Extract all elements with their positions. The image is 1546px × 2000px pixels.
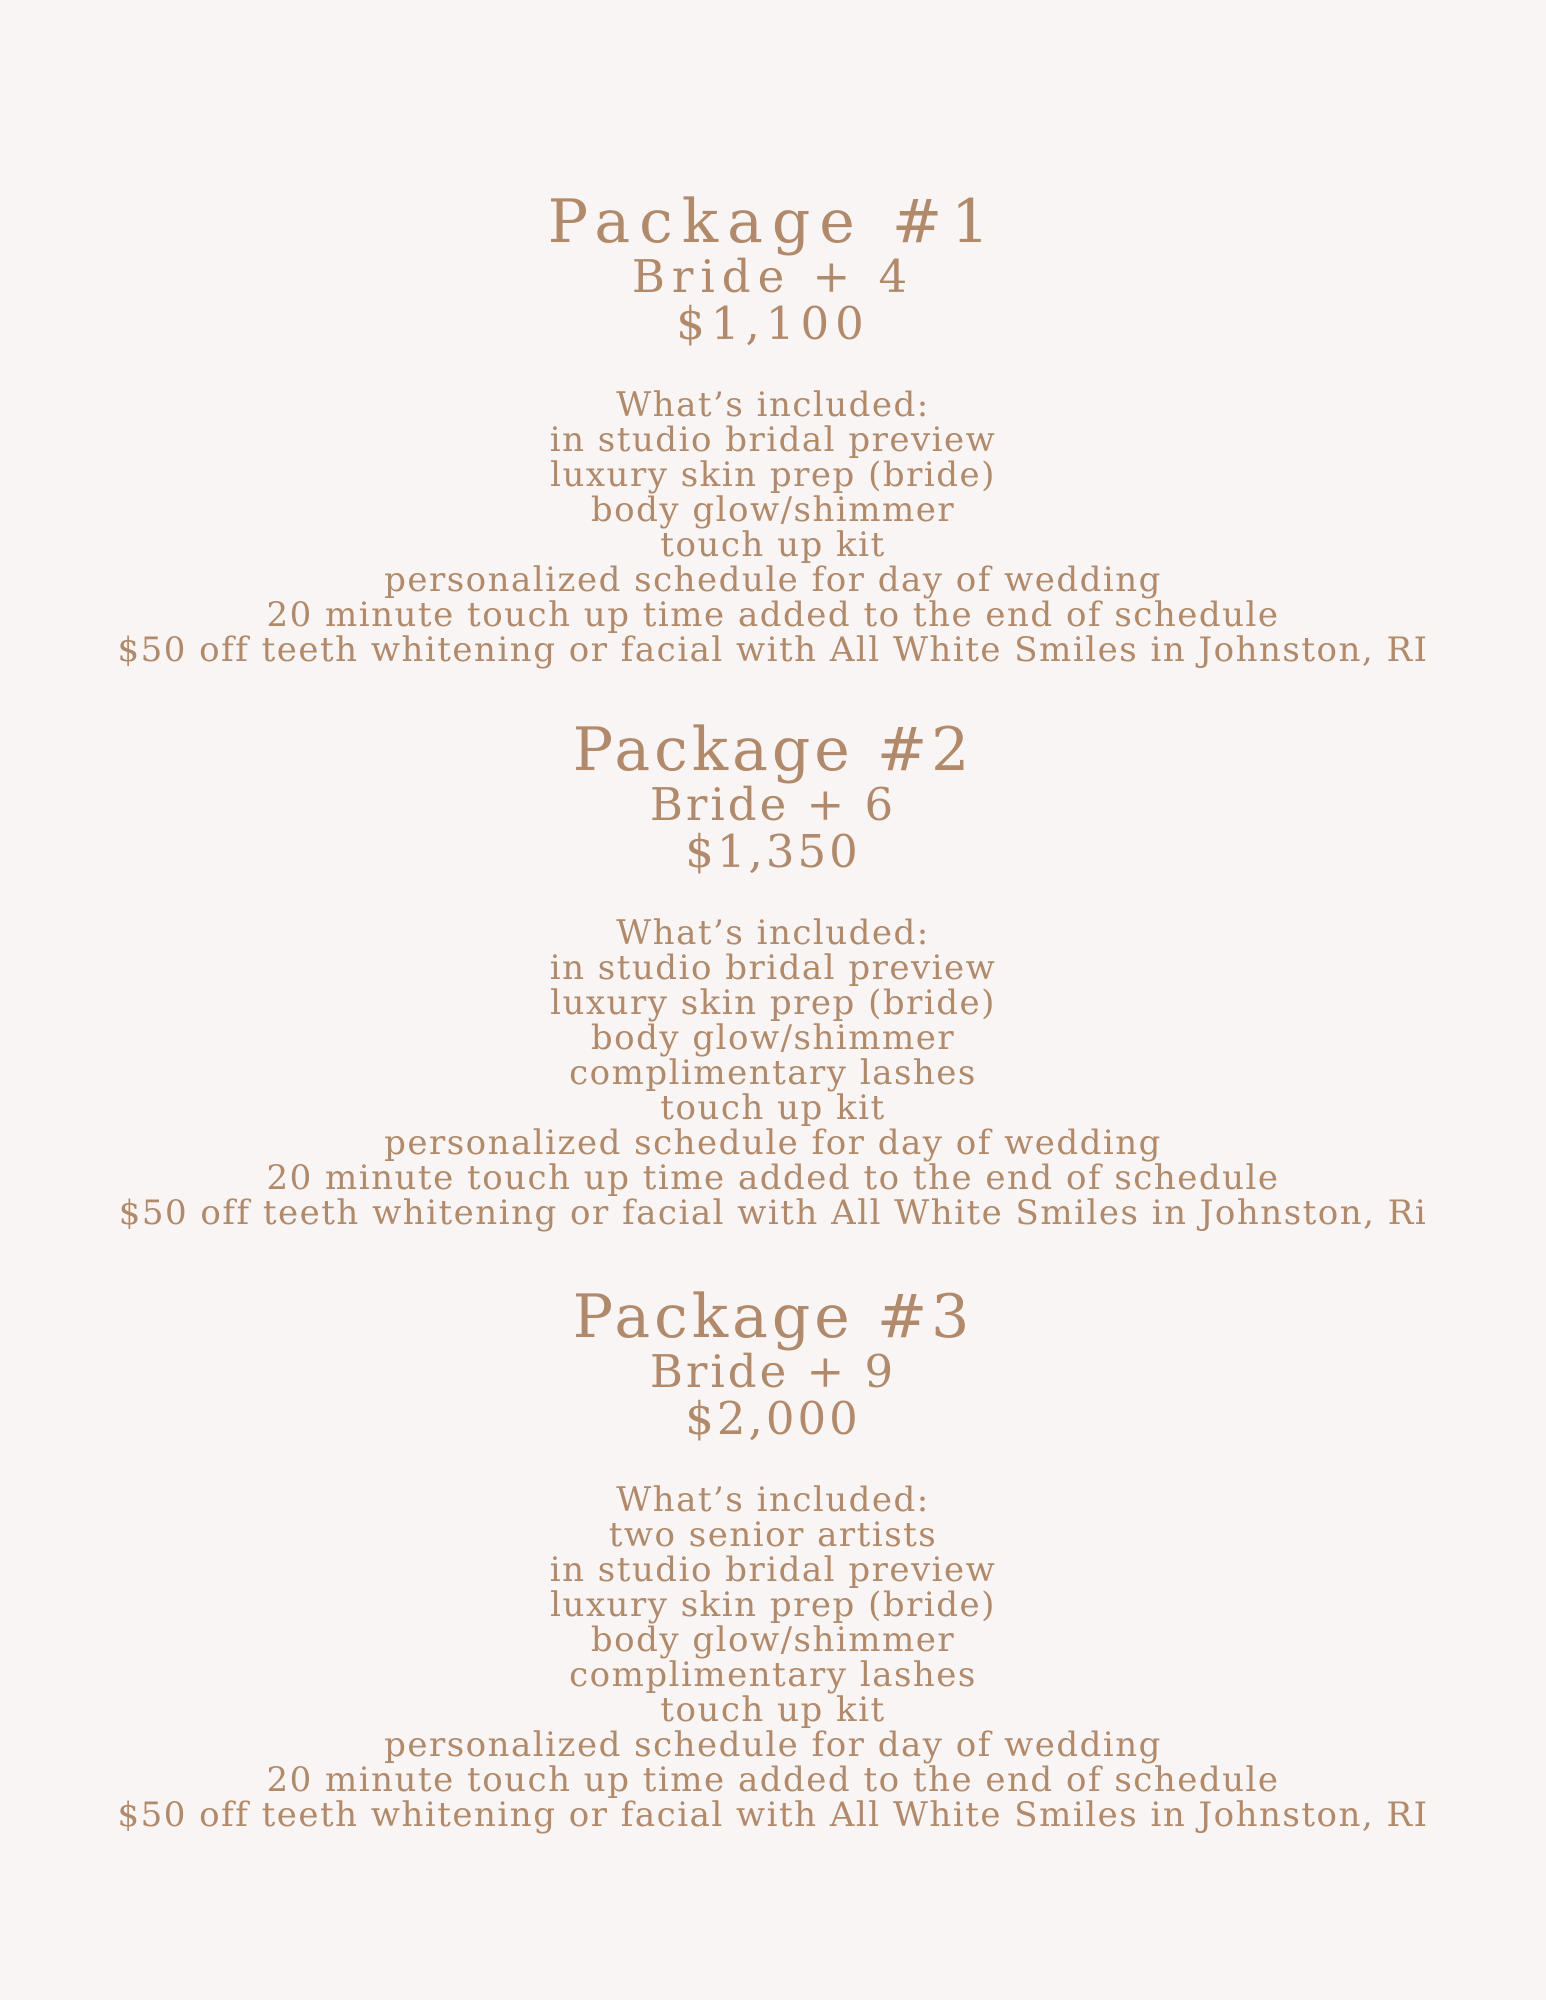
list-item: in studio bridal preview	[549, 948, 997, 988]
included-list	[0, 1515, 1546, 1835]
list-item: complimentary lashes	[569, 1655, 977, 1695]
package-price: $1,100	[676, 297, 870, 350]
included-heading: What’s included:	[616, 1480, 930, 1520]
package-title: Package #2	[572, 715, 974, 785]
package-3-section	[0, 1282, 1546, 1835]
list-item: touch up kit	[660, 525, 886, 565]
spacer	[0, 1443, 1546, 1483]
list-item: touch up kit	[660, 1690, 886, 1730]
included-list	[0, 420, 1546, 670]
package-title: Package #1	[547, 187, 999, 257]
list-item: luxury skin prep (bride)	[550, 983, 996, 1023]
included-list	[0, 948, 1546, 1233]
list-item: 20 minute touch up time added to the end of schedule	[266, 1760, 1280, 1800]
package-subtitle: Bride + 4	[631, 250, 915, 303]
list-item: $50 off teeth whitening or facial with All White Smiles in Johnston, RI	[117, 630, 1429, 670]
list-item: luxury skin prep (bride)	[550, 1585, 996, 1625]
list-item: two senior artists	[608, 1515, 938, 1555]
package-subtitle: Bride + 9	[649, 1345, 897, 1398]
list-item: complimentary lashes	[569, 1053, 977, 1093]
list-item: in studio bridal preview	[549, 420, 997, 460]
package-subtitle: Bride + 6	[649, 778, 897, 831]
list-item: personalized schedule for day of wedding	[384, 1123, 1162, 1163]
list-item: personalized schedule for day of wedding	[384, 1725, 1162, 1765]
list-item: luxury skin prep (bride)	[550, 455, 996, 495]
list-item: body glow/shimmer	[590, 490, 956, 530]
package-2-section	[0, 715, 1546, 1233]
package-title: Package #3	[572, 1282, 974, 1352]
included-heading: What’s included:	[616, 385, 930, 425]
package-price: $1,350	[685, 825, 861, 878]
list-item: body glow/shimmer	[590, 1620, 956, 1660]
list-item: 20 minute touch up time added to the end of schedule	[266, 595, 1280, 635]
list-item: $50 off teeth whitening or facial with All White Smiles in Johnston, RI	[117, 1795, 1429, 1835]
spacer	[0, 348, 1546, 388]
package-price: $2,000	[685, 1392, 861, 1445]
package-1-section	[0, 187, 1546, 670]
list-item: touch up kit	[660, 1088, 886, 1128]
list-item: in studio bridal preview	[549, 1550, 997, 1590]
list-item: personalized schedule for day of wedding	[384, 560, 1162, 600]
list-item: body glow/shimmer	[590, 1018, 956, 1058]
included-heading: What’s included:	[616, 913, 930, 953]
spacer	[0, 876, 1546, 916]
list-item: $50 off teeth whitening or facial with All White Smiles in Johnston, Ri	[118, 1193, 1428, 1233]
list-item: 20 minute touch up time added to the end of schedule	[266, 1158, 1280, 1198]
